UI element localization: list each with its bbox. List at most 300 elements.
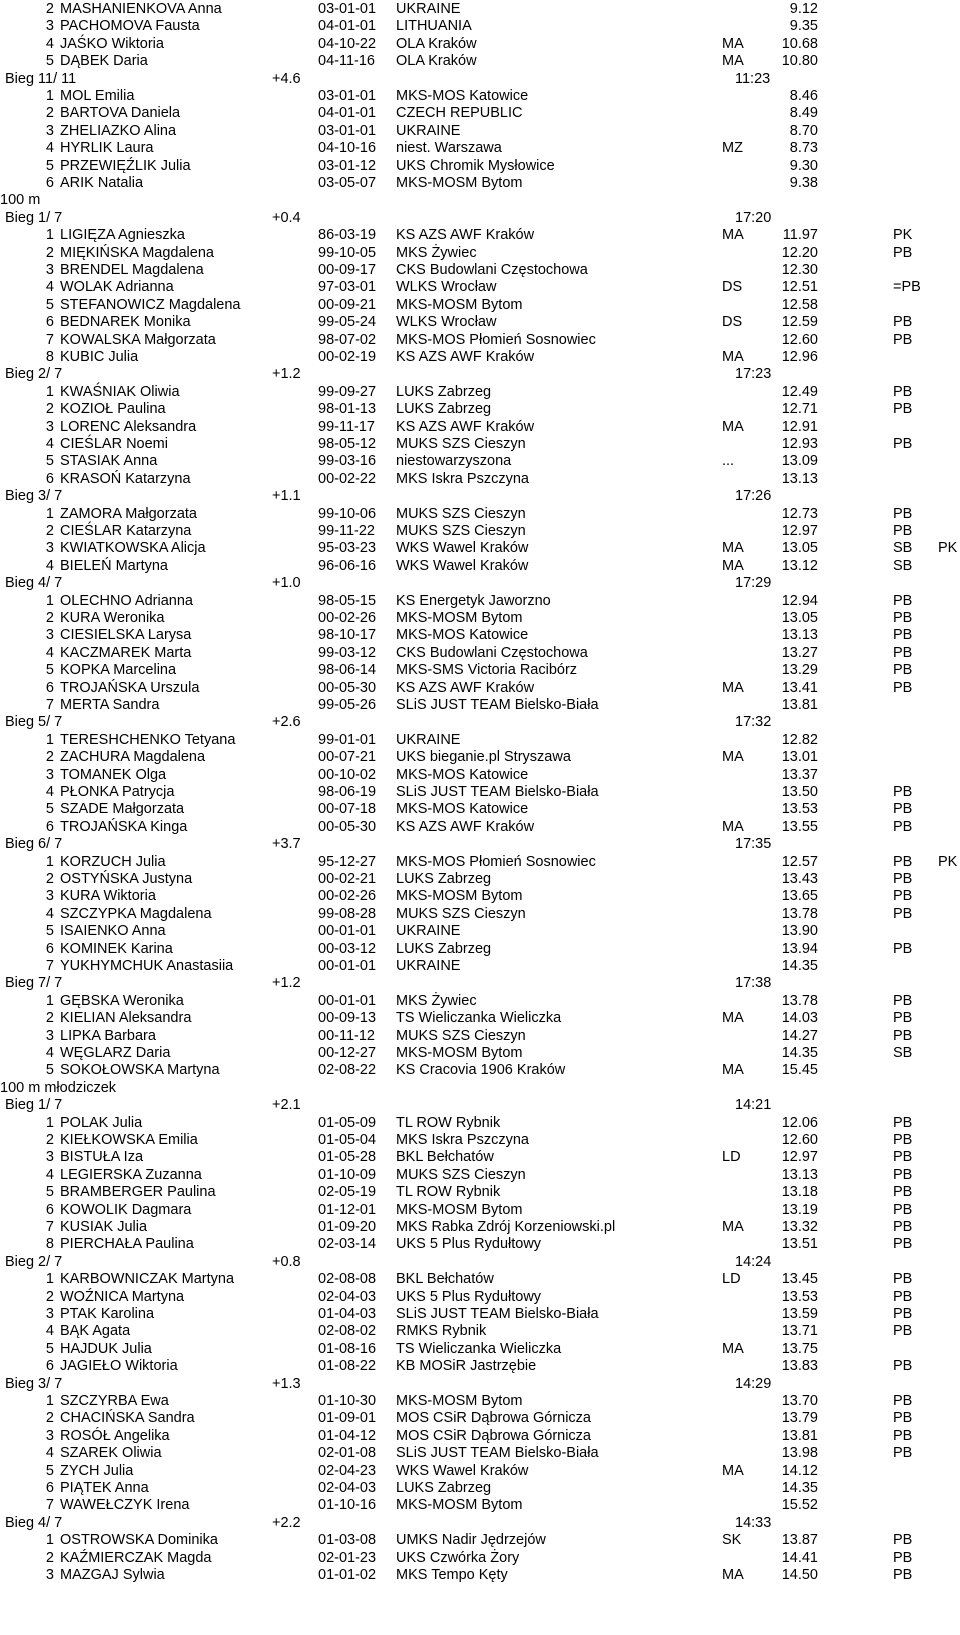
- heat-time: 11:23: [735, 70, 771, 87]
- result-time: 10.80: [781, 53, 818, 70]
- record-flag: PB: [893, 1549, 913, 1566]
- result-time: 13.43: [781, 871, 818, 887]
- place: 6: [45, 1358, 54, 1375]
- result-row: [0, 1357, 960, 1375]
- athlete-name: HYRLIK Laura: [60, 140, 154, 157]
- place: 3: [45, 262, 54, 278]
- result-time: 12.59: [781, 314, 818, 331]
- place: 3: [45, 888, 54, 905]
- result-time: 12.96: [781, 349, 818, 365]
- category: MA: [722, 557, 744, 574]
- club-name: LUKS Zabrzeg: [396, 401, 492, 418]
- club-name: MUKS SZS Cieszyn: [396, 1027, 526, 1044]
- athlete-name: SZADE Małgorzata: [60, 801, 185, 818]
- birth-date: 00-09-17: [318, 262, 377, 278]
- result-row: [0, 1061, 960, 1079]
- club-name: UKS Chromik Mysłowice: [396, 157, 555, 174]
- birth-date: 00-01-01: [318, 923, 377, 940]
- result-time: 13.05: [781, 540, 818, 557]
- record-flag: PB: [893, 662, 913, 679]
- result-row: [0, 870, 960, 888]
- place: 2: [45, 401, 54, 418]
- place: 3: [45, 18, 54, 35]
- wind-reading: +2.6: [272, 714, 301, 731]
- club-name: MKS-MOSM Bytom: [396, 1201, 523, 1218]
- club-name: MUKS SZS Cieszyn: [396, 505, 526, 522]
- birth-date: 00-03-12: [318, 940, 377, 957]
- result-time: 12.57: [781, 853, 818, 870]
- result-time: 13.94: [781, 940, 818, 957]
- record-flag: =PB: [893, 279, 921, 296]
- athlete-name: JAGIEŁO Wiktoria: [60, 1358, 178, 1375]
- result-time: 13.19: [781, 1201, 818, 1218]
- category: MA: [722, 749, 744, 766]
- heat-label: Bieg 11/ 11: [5, 70, 77, 87]
- result-row: [0, 52, 960, 70]
- result-row: [0, 1496, 960, 1514]
- heat-time: 17:29: [735, 575, 772, 592]
- result-row: [0, 226, 960, 244]
- category: LD: [722, 1271, 741, 1288]
- place: 4: [45, 436, 54, 452]
- result-time: 12.60: [781, 1132, 818, 1148]
- place: 3: [45, 1567, 54, 1583]
- birth-date: 03-01-01: [318, 1, 377, 17]
- athlete-name: ZYCH Julia: [60, 1462, 134, 1479]
- result-row: [0, 331, 960, 349]
- result-time: 13.75: [781, 1340, 818, 1357]
- result-row: [0, 1566, 960, 1584]
- place: 3: [45, 1306, 54, 1322]
- event-label: 100 m młodziczek: [0, 1079, 117, 1096]
- result-time: 12.97: [781, 523, 818, 539]
- event-title: [0, 191, 960, 209]
- result-row: [0, 174, 960, 192]
- result-row: [0, 626, 960, 644]
- category: MA: [722, 35, 744, 52]
- result-time: 13.12: [781, 557, 818, 574]
- birth-date: 04-01-01: [318, 18, 377, 35]
- club-name: LUKS Zabrzeg: [396, 383, 492, 400]
- club-name: MKS-MOSM Bytom: [396, 1497, 523, 1514]
- record-flag: PB: [893, 592, 913, 609]
- record-flag: PB: [893, 1306, 913, 1322]
- record-flag: PB: [893, 1236, 913, 1253]
- wind-reading: +4.6: [272, 70, 301, 87]
- athlete-name: WOŹNICA Martyna: [60, 1288, 185, 1305]
- record-flag: PB: [893, 992, 913, 1009]
- birth-date: 01-04-12: [318, 1427, 377, 1444]
- birth-date: 96-06-16: [318, 557, 377, 574]
- birth-date: 01-12-01: [318, 1201, 377, 1218]
- result-time: 15.45: [781, 1062, 818, 1079]
- result-row: [0, 957, 960, 975]
- birth-date: 00-02-22: [318, 470, 377, 487]
- result-row: [0, 1479, 960, 1497]
- club-name: MKS-MOS Katowice: [396, 801, 529, 818]
- place: 6: [45, 679, 54, 696]
- category: MA: [722, 227, 744, 244]
- heat-header: [0, 1375, 960, 1393]
- result-row: [0, 278, 960, 296]
- record-flag: PB: [893, 1201, 913, 1218]
- birth-date: 00-02-21: [318, 871, 377, 887]
- result-time: 13.55: [781, 818, 818, 835]
- record-flag: PB: [893, 1323, 913, 1340]
- birth-date: 99-05-24: [318, 314, 377, 331]
- birth-date: 01-10-16: [318, 1497, 377, 1514]
- birth-date: 99-10-06: [318, 505, 377, 522]
- club-name: SLiS JUST TEAM Bielsko-Biała: [396, 784, 599, 800]
- athlete-name: OSTYŃSKA Justyna: [60, 871, 193, 887]
- athlete-name: TOMANEK Olga: [60, 766, 167, 783]
- birth-date: 00-12-27: [318, 1045, 377, 1061]
- wind-reading: +1.3: [272, 1375, 301, 1392]
- result-time: 12.06: [781, 1114, 818, 1131]
- place: 2: [45, 1, 54, 17]
- place: 3: [45, 1149, 54, 1166]
- place: 5: [45, 1184, 54, 1201]
- event-title: [0, 1079, 960, 1097]
- club-name: MKS Rabka Zdrój Korzeniowski.pl: [396, 1219, 616, 1235]
- result-row: [0, 1270, 960, 1288]
- birth-date: 99-11-22: [318, 523, 375, 539]
- athlete-name: PŁONKA Patrycja: [60, 784, 175, 800]
- athlete-name: KURA Wiktoria: [60, 888, 156, 905]
- result-time: 13.41: [781, 679, 818, 696]
- athlete-name: KOWALSKA Małgorzata: [60, 331, 216, 348]
- place: 5: [45, 296, 54, 313]
- club-name: BKL Bełchatów: [396, 1149, 494, 1166]
- club-name: SLiS JUST TEAM Bielsko-Biała: [396, 697, 599, 713]
- birth-date: 98-05-15: [318, 592, 377, 609]
- place: 1: [45, 731, 54, 748]
- result-row: [0, 1392, 960, 1410]
- category: MA: [722, 679, 744, 696]
- club-name: MKS-MOSM Bytom: [396, 175, 523, 191]
- record-flag: PB: [893, 1567, 913, 1583]
- result-row: [0, 539, 960, 557]
- place: 2: [45, 523, 54, 539]
- athlete-name: TROJAŃSKA Urszula: [60, 679, 200, 696]
- wind-reading: +2.1: [272, 1097, 301, 1114]
- record-extra: PK: [938, 853, 958, 870]
- place: 1: [45, 383, 54, 400]
- place: 4: [45, 279, 54, 296]
- birth-date: 03-01-01: [318, 88, 377, 104]
- place: 7: [45, 1497, 54, 1514]
- result-time: 13.09: [781, 453, 818, 470]
- result-time: 13.83: [781, 1358, 818, 1375]
- result-row: [0, 783, 960, 801]
- place: 1: [45, 88, 54, 104]
- result-time: 14.35: [781, 1480, 818, 1496]
- result-time: 13.98: [781, 1445, 818, 1462]
- category: MA: [722, 1010, 744, 1027]
- result-time: 9.35: [789, 18, 818, 35]
- club-name: WKS Wawel Kraków: [396, 1462, 529, 1479]
- club-name: TS Wieliczanka Wieliczka: [396, 1340, 562, 1357]
- place: 3: [45, 766, 54, 783]
- result-time: 13.59: [781, 1306, 818, 1322]
- club-name: KS AZS AWF Kraków: [396, 818, 535, 835]
- athlete-name: LIPKA Barbara: [60, 1027, 156, 1044]
- place: 6: [45, 470, 54, 487]
- heat-header: [0, 1514, 960, 1532]
- birth-date: 00-11-12: [318, 1027, 375, 1044]
- record-flag: SB: [893, 557, 913, 574]
- result-row: [0, 1288, 960, 1306]
- club-name: KS AZS AWF Kraków: [396, 349, 535, 365]
- result-time: 9.38: [789, 175, 818, 191]
- place: 5: [45, 801, 54, 818]
- athlete-name: STEFANOWICZ Magdalena: [60, 296, 241, 313]
- result-row: [0, 1218, 960, 1236]
- wind-reading: +0.4: [272, 209, 301, 226]
- birth-date: 00-10-02: [318, 766, 377, 783]
- result-time: 13.50: [781, 784, 818, 800]
- birth-date: 01-09-20: [318, 1219, 377, 1235]
- birth-date: 02-08-22: [318, 1062, 377, 1079]
- result-row: [0, 1340, 960, 1358]
- result-row: [0, 1322, 960, 1340]
- athlete-name: MIĘKIŃSKA Magdalena: [60, 244, 214, 261]
- club-name: MKS-MOS Katowice: [396, 88, 529, 104]
- record-extra: PK: [938, 540, 958, 557]
- result-row: [0, 992, 960, 1010]
- athlete-name: KOMINEK Karina: [60, 940, 173, 957]
- result-time: 12.97: [781, 1149, 818, 1166]
- heat-label: Bieg 4/ 7: [5, 575, 63, 592]
- place: 4: [45, 784, 54, 800]
- record-flag: PB: [893, 1393, 913, 1409]
- place: 5: [45, 157, 54, 174]
- heat-time: 17:23: [735, 366, 772, 383]
- result-row: [0, 592, 960, 610]
- result-time: 13.51: [781, 1236, 818, 1253]
- athlete-name: BEDNAREK Monika: [60, 314, 191, 331]
- heat-time: 17:35: [735, 836, 772, 853]
- result-row: [0, 1444, 960, 1462]
- birth-date: 98-07-02: [318, 331, 377, 348]
- place: 3: [45, 122, 54, 139]
- athlete-name: BRAMBERGER Paulina: [60, 1184, 216, 1201]
- result-row: [0, 1409, 960, 1427]
- place: 5: [45, 1062, 54, 1079]
- club-name: LUKS Zabrzeg: [396, 871, 492, 887]
- athlete-name: OLECHNO Adrianna: [60, 592, 193, 609]
- birth-date: 97-03-01: [318, 279, 377, 296]
- athlete-name: WOLAK Adrianna: [60, 279, 174, 296]
- athlete-name: LORENC Aleksandra: [60, 418, 197, 435]
- category: MA: [722, 349, 744, 365]
- result-row: [0, 766, 960, 784]
- place: 1: [45, 992, 54, 1009]
- heat-label: Bieg 3/ 7: [5, 488, 63, 505]
- birth-date: 01-05-09: [318, 1114, 377, 1131]
- athlete-name: KWIATKOWSKA Alicja: [60, 540, 206, 557]
- club-name: KS Cracovia 1906 Kraków: [396, 1062, 566, 1079]
- athlete-name: KOPKA Marcelina: [60, 662, 177, 679]
- result-row: [0, 922, 960, 940]
- club-name: LUKS Zabrzeg: [396, 1480, 492, 1496]
- club-name: CKS Budowlani Częstochowa: [396, 644, 588, 661]
- club-name: LITHUANIA: [396, 18, 472, 35]
- place: 2: [45, 1288, 54, 1305]
- athlete-name: PTAK Karolina: [60, 1306, 155, 1322]
- record-flag: PB: [893, 436, 913, 452]
- result-time: 13.87: [781, 1532, 818, 1549]
- result-time: 13.79: [781, 1410, 818, 1427]
- result-time: 13.53: [781, 1288, 818, 1305]
- record-flag: PB: [893, 1410, 913, 1427]
- athlete-name: SZAREK Oliwia: [60, 1445, 162, 1462]
- place: 1: [45, 505, 54, 522]
- wind-reading: +1.0: [272, 575, 301, 592]
- wind-reading: +0.8: [272, 1253, 301, 1270]
- athlete-name: KIEŁKOWSKA Emilia: [60, 1132, 198, 1148]
- record-flag: PB: [893, 818, 913, 835]
- heat-label: Bieg 4/ 7: [5, 1514, 63, 1531]
- result-row: [0, 313, 960, 331]
- club-name: UMKS Nadir Jędrzejów: [396, 1532, 546, 1549]
- result-time: 14.41: [781, 1549, 818, 1566]
- club-name: TL ROW Rybnik: [396, 1184, 501, 1201]
- athlete-name: KURA Weronika: [60, 610, 165, 626]
- birth-date: 02-04-03: [318, 1480, 377, 1496]
- birth-date: 99-05-26: [318, 697, 377, 713]
- athlete-name: KAŹMIERCZAK Magda: [60, 1549, 212, 1566]
- athlete-name: BIELEŃ Martyna: [60, 557, 168, 574]
- place: 8: [45, 1236, 54, 1253]
- place: 3: [45, 1027, 54, 1044]
- record-flag: PB: [893, 801, 913, 818]
- place: 2: [45, 105, 54, 122]
- result-time: 13.78: [781, 905, 818, 922]
- place: 4: [45, 140, 54, 157]
- club-name: MKS Iskra Pszczyna: [396, 1132, 529, 1148]
- result-row: [0, 1531, 960, 1549]
- place: 4: [45, 557, 54, 574]
- athlete-name: CIEŚLAR Noemi: [60, 436, 168, 452]
- athlete-name: LIGIĘZA Agnieszka: [60, 227, 185, 244]
- result-row: [0, 296, 960, 314]
- club-name: UKS Czwórka Żory: [396, 1549, 520, 1566]
- birth-date: 99-08-28: [318, 905, 377, 922]
- result-row: [0, 104, 960, 122]
- club-name: WKS Wawel Kraków: [396, 557, 529, 574]
- place: 1: [45, 227, 54, 244]
- club-name: MKS Tempo Kęty: [396, 1567, 508, 1583]
- club-name: MOS CSiR Dąbrowa Górnicza: [396, 1427, 591, 1444]
- result-time: 13.32: [781, 1219, 818, 1235]
- birth-date: 00-09-13: [318, 1010, 377, 1027]
- birth-date: 01-05-04: [318, 1132, 377, 1148]
- club-name: niestowarzyszona: [396, 453, 512, 470]
- place: 7: [45, 331, 54, 348]
- record-flag: PB: [893, 1288, 913, 1305]
- birth-date: 98-06-14: [318, 662, 377, 679]
- athlete-name: CIEŚLAR Katarzyna: [60, 523, 192, 539]
- athlete-name: BISTUŁA Iza: [60, 1149, 144, 1166]
- result-row: [0, 731, 960, 749]
- place: 1: [45, 1271, 54, 1288]
- record-flag: PB: [893, 1027, 913, 1044]
- category: DS: [722, 314, 743, 331]
- category: MA: [722, 1219, 744, 1235]
- club-name: MKS-MOSM Bytom: [396, 888, 523, 905]
- birth-date: 00-02-26: [318, 888, 377, 905]
- club-name: UKRAINE: [396, 731, 461, 748]
- place: 4: [45, 35, 54, 52]
- record-flag: SB: [893, 1045, 913, 1061]
- club-name: MKS Żywiec: [396, 244, 477, 261]
- place: 6: [45, 1201, 54, 1218]
- athlete-name: KORZUCH Julia: [60, 853, 166, 870]
- category: MA: [722, 818, 744, 835]
- result-row: [0, 122, 960, 140]
- birth-date: 01-01-02: [318, 1567, 377, 1583]
- record-flag: PB: [893, 784, 913, 800]
- birth-date: 02-04-23: [318, 1462, 377, 1479]
- record-flag: PB: [893, 1010, 913, 1027]
- result-time: 13.71: [781, 1323, 818, 1340]
- record-flag: PB: [893, 1445, 913, 1462]
- place: 1: [45, 1532, 54, 1549]
- result-row: [0, 17, 960, 35]
- record-flag: PB: [893, 314, 913, 331]
- place: 5: [45, 662, 54, 679]
- result-time: 14.27: [781, 1027, 818, 1044]
- athlete-name: MOL Emilia: [60, 88, 135, 104]
- record-flag: PB: [893, 1532, 913, 1549]
- result-row: [0, 818, 960, 836]
- record-flag: PB: [893, 871, 913, 887]
- club-name: KB MOSiR Jastrzębie: [396, 1358, 537, 1375]
- club-name: SLiS JUST TEAM Bielsko-Biała: [396, 1306, 599, 1322]
- result-row: [0, 905, 960, 923]
- birth-date: 99-03-12: [318, 644, 377, 661]
- result-row: [0, 0, 960, 18]
- birth-date: 99-03-16: [318, 453, 377, 470]
- wind-reading: +1.2: [272, 366, 301, 383]
- result-row: [0, 87, 960, 105]
- result-row: [0, 609, 960, 627]
- place: 1: [45, 592, 54, 609]
- result-row: [0, 1462, 960, 1480]
- athlete-name: KACZMAREK Marta: [60, 644, 192, 661]
- athlete-name: WĘGLARZ Daria: [60, 1045, 171, 1061]
- club-name: MKS-SMS Victoria Racibórz: [396, 662, 578, 679]
- heat-label: Bieg 5/ 7: [5, 714, 63, 731]
- result-row: [0, 1009, 960, 1027]
- athlete-name: ISAIENKO Anna: [60, 923, 166, 940]
- record-flag: PB: [893, 679, 913, 696]
- athlete-name: YUKHYMCHUK Anastasiia: [60, 958, 234, 974]
- place: 2: [45, 1132, 54, 1148]
- athlete-name: MAZGAJ Sylwia: [60, 1567, 165, 1583]
- heat-header: [0, 713, 960, 731]
- athlete-name: PACHOMOVA Fausta: [60, 18, 200, 35]
- birth-date: 01-08-22: [318, 1358, 377, 1375]
- birth-date: 00-07-21: [318, 749, 377, 766]
- category: ...: [722, 453, 735, 470]
- place: 6: [45, 314, 54, 331]
- result-row: [0, 435, 960, 453]
- place: 5: [45, 1340, 54, 1357]
- heat-header: [0, 487, 960, 505]
- club-name: MKS-MOS Płomień Sosnowiec: [396, 331, 596, 348]
